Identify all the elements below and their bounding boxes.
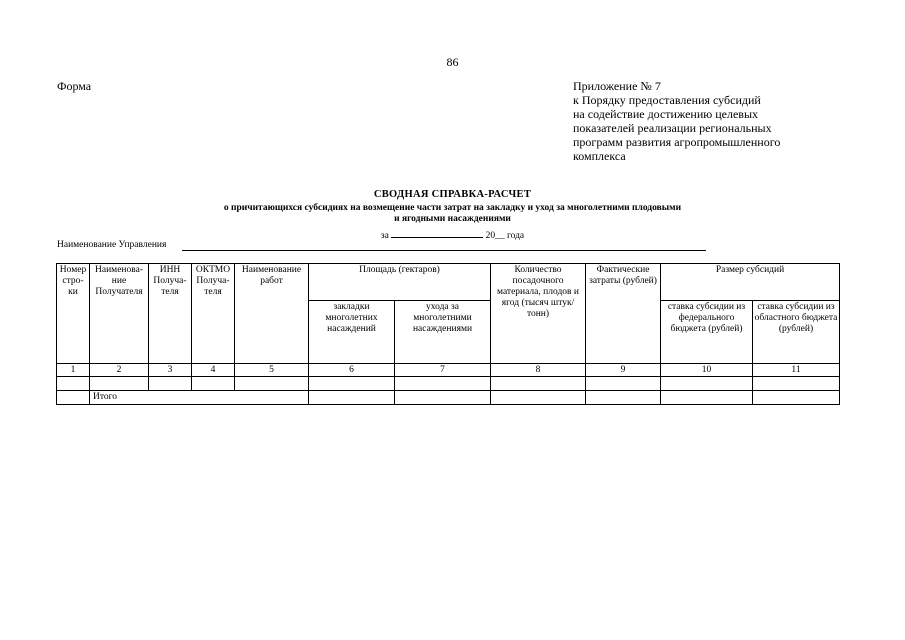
table-cell [586,377,661,391]
column-number: 1 [57,364,90,377]
table-cell [309,377,395,391]
column-number: 4 [192,364,235,377]
header-regional-rate: ставка субсидии из областного бюджета (рублей) [753,301,840,364]
table-cell [395,377,491,391]
header-inn: ИНН Получа- теля [149,264,192,364]
period-prefix: за [380,231,389,241]
column-number: 11 [753,364,840,377]
header-material-qty: Количество посадочного материала, плодов и ягод (тысяч штук/тонн) [491,264,586,364]
appendix-line: к Порядку предоставления субсидий [573,93,761,107]
table-cell [661,391,753,405]
column-number: 2 [90,364,149,377]
header-actual-costs: Фактические затраты (рублей) [586,264,661,364]
admin-blank-line [182,250,706,251]
header-subsidy-size: Размер субсидий [661,264,840,301]
table-cell [661,377,753,391]
table-cell [753,377,840,391]
appendix-block [573,79,780,163]
header-area-care: ухода за многолетними насаждениями [395,301,491,364]
table-cell [149,377,192,391]
column-number: 8 [491,364,586,377]
column-number: 3 [149,364,192,377]
form-label: Форма [57,79,92,93]
table-cell [57,391,90,405]
header-area-planting: закладки многолетних насаждений [309,301,395,364]
subsidy-table [56,263,840,405]
table-cell [235,377,309,391]
column-number: 5 [235,364,309,377]
table-cell [586,391,661,405]
table-cell [309,391,395,405]
table-cell [192,377,235,391]
document-subtitle [0,203,905,225]
appendix-line: комплекса [573,149,626,163]
appendix-line: на содействие достижению целевых [573,107,759,121]
column-number: 6 [309,364,395,377]
period-year: 20__ года [485,231,525,241]
page-number: 86 [446,55,459,69]
header-federal-rate: ставка субсидии из федерального бюджета (рублей) [661,301,753,364]
header-area: Площадь (гектаров) [309,264,491,301]
table-cell [57,377,90,391]
header-row [57,264,840,301]
admin-label: Наименование Управления [57,240,167,250]
appendix-line: показателей реализации региональных [573,121,772,135]
header-oktmo: ОКТМО Получа- теля [192,264,235,364]
period-blank [391,228,483,238]
document-title: СВОДНАЯ СПРАВКА-РАСЧЕТ [373,189,532,200]
table-cell [90,377,149,391]
column-number: 9 [586,364,661,377]
header-work-name: Наименование работ [235,264,309,364]
subtitle-line: и ягодными насаждениями [394,214,511,224]
appendix-line: программ развития агропромышленного [573,135,781,149]
header-recipient-name: Наименова- ние Получателя [90,264,149,364]
column-number: 7 [395,364,491,377]
table-cell [753,391,840,405]
total-row [57,391,840,405]
table-cell [395,391,491,405]
column-number: 10 [661,364,753,377]
column-number-row [57,364,840,377]
appendix-line: Приложение № 7 [573,79,661,93]
table-cell [491,377,586,391]
header-row-num: Номер стро- ки [57,264,90,364]
total-label: Итого [90,391,309,405]
subtitle-line: о причитающихся субсидиях на возмещение части затрат на закладку и уход за многолетними плодовыми [223,203,682,213]
table-row [57,377,840,391]
table-cell [491,391,586,405]
